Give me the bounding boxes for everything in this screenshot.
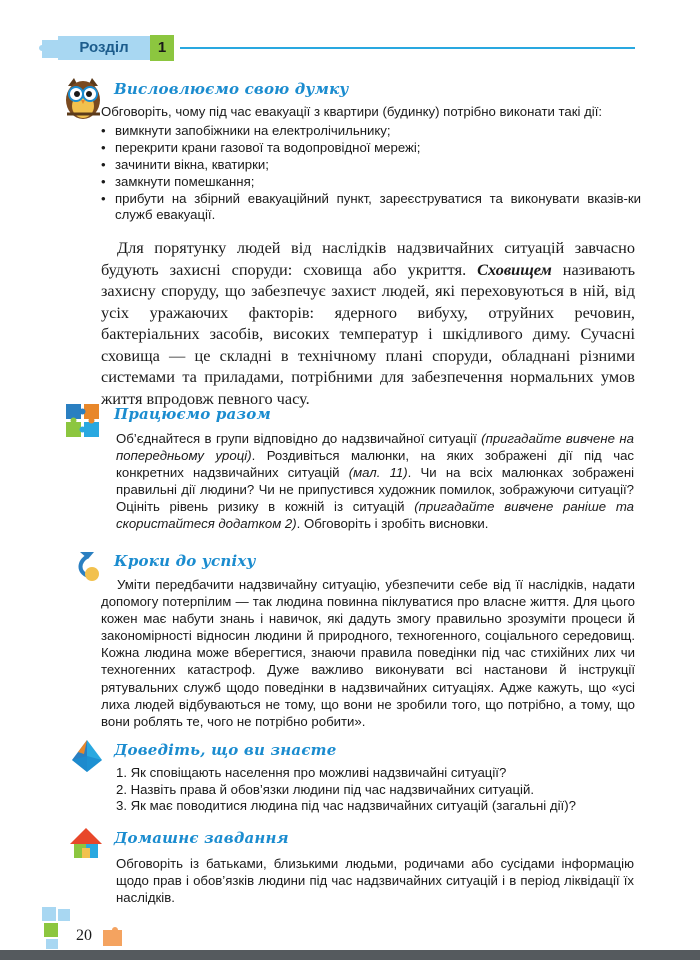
list-item <box>101 157 641 173</box>
paragraph-text: Для порятунку людей від наслідків надзвичайних ситуацій завчасно будують захисні споруди: сховища або укриття. <box>101 238 635 279</box>
opinion-intro: Обговоріть, чому під час евакуації з квартири (будинку) потрібно виконати такі дії: <box>101 104 603 119</box>
footer-bar <box>0 950 700 960</box>
list-item-text: прибути на збірний евакуаційний пункт, зареєструватися та виконувати вказів-ки служб евакуації. <box>115 191 641 222</box>
house-icon <box>68 826 104 862</box>
home-text: Обговоріть із батьками, близькими людьми, родичами або сусідами інформацію щодо прав і обов’язків людини під час надзвичайних ситуацій і в період ліквідації їх наслідків. <box>116 856 634 905</box>
list-item <box>101 140 641 156</box>
bullet-mark: • <box>101 191 106 206</box>
term-shelter: Сховищем <box>477 259 552 279</box>
list-item-text: замкнути помешкання; <box>115 174 255 189</box>
paragraph-text: називають захисну споруду, що забезпечує захист людей, які переховуються в ній, від усіх уражаючих факторів: ядерного вибуху, отруйних речовин, бактеріальних засобів, високих температур і шкідливого диму. Сучасні сховища — це складні в технічному плані споруди, обладнані різними системами та приладами, потрібними для забезпечення нормальних умов життя впродовж певного часу. <box>101 259 636 408</box>
section-number: 1 <box>150 35 174 61</box>
steps-arrow-icon <box>74 548 104 582</box>
bullet-mark: • <box>101 140 106 155</box>
page-number: 20 <box>76 927 92 944</box>
together-text-part: . Чи на всіх малюнках зображені правильні дії людини? Чи не припустився художник помилок, зображуючи ситуації? Оцініть рівень ризику в кожній із ситуацій <box>116 465 635 514</box>
together-hint: (мал. 11) <box>348 465 408 480</box>
bullet-mark: • <box>101 123 106 138</box>
question-item: 3. Як має поводитися людина під час надзвичайних ситуацій (загальні дії)? <box>116 798 576 813</box>
bullet-mark: • <box>101 174 106 189</box>
section-label: Розділ <box>58 36 150 60</box>
puzzle-icon <box>64 402 102 440</box>
question-item: 2. Назвіть права й обов’язки людини під час надзвичайних ситуацій. <box>116 781 534 797</box>
section-title-together: Працюємо разом <box>114 405 271 423</box>
pyramid-icon <box>68 738 106 774</box>
main-paragraph <box>101 237 635 409</box>
list-item <box>101 174 641 190</box>
list-item-text: перекрити крани газової та водопровідної мережі; <box>115 140 421 155</box>
footer-orange-puzzle-icon <box>100 926 126 948</box>
header-rule <box>180 47 635 49</box>
together-hint: (пригадайте вивчене на попередньому уроці) <box>116 431 634 463</box>
together-text-part: . Обговоріть і зробіть висновки. <box>296 516 489 531</box>
together-text-part: . Роздивіться малюнки, на яких зображені дії під час конкретних надзвичайних ситуацій <box>116 448 634 480</box>
list-item-text: вимкнути запобіжники на електролічильнику; <box>115 123 391 138</box>
together-hint: (пригадайте вивчене раніше та скористайтеся додатком 2) <box>116 499 634 531</box>
list-item <box>101 191 641 225</box>
list-item-text: зачинити вікна, кватирки; <box>115 157 269 172</box>
footer-puzzle-icon <box>40 905 74 951</box>
bullet-mark: • <box>101 157 106 172</box>
together-text-part: Об’єднайтеся в групи відповідно до надзвичайної ситуації <box>116 431 477 446</box>
questions-list <box>116 765 636 815</box>
section-title-prove: Доведіть, що ви знаєте <box>114 741 337 759</box>
section-title-opinion: Висловлюємо свою думку <box>114 80 349 98</box>
success-text: Уміти передбачити надзвичайну ситуацію, убезпечити себе від її наслідків, надати допомогу потерпілим — так людина повинна піклуватися про власне життя. Для цього кожен має набути знань і навичок, які дадуть змогу правильно зрозуміти процеси й закономірності відносин людини й природного, техногенного, соціального середовищ. Кожна людина може вберегтися, знаючи правила поведінки під час стихійних лих чи техногенних катастроф. Дуже важливо виконувати всі настанови й інструкції рятувальних служб щодо поведінки в надзвичайних ситуаціях. Адже кажуть, що «усі лиха людей відбуваються не тому, що вони не зробили того, що потрібно, а тому, що вони роблять те, чого не потрібно робити». <box>101 577 635 729</box>
list-item <box>101 123 641 139</box>
section-title-home: Домашнє завдання <box>114 829 289 847</box>
together-text <box>116 430 634 532</box>
owl-icon <box>62 76 104 122</box>
section-title-success: Кроки до успіху <box>114 552 256 570</box>
question-item: 1. Як сповіщають населення про можливі надзвичайні ситуації? <box>116 765 507 780</box>
